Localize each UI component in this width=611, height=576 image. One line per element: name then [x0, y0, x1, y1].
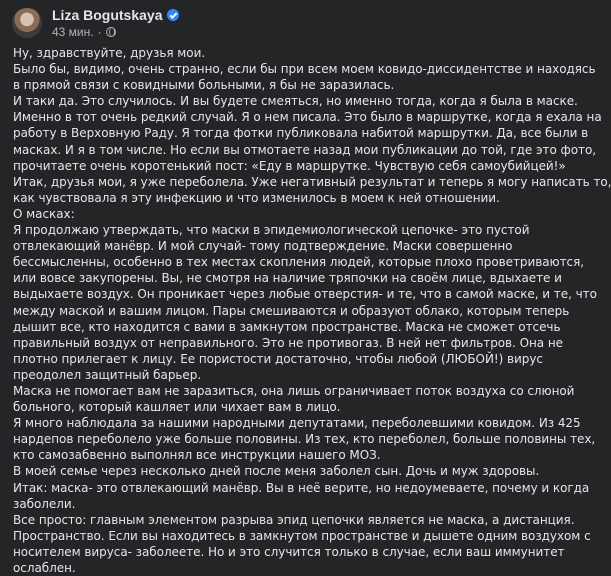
post-timestamp[interactable]: 43 мин.: [52, 24, 94, 39]
post-text-line: Именно в тот очень редкий случай. Я о нем писала. Это было в маршрутке, когда я ехала на: [13, 110, 602, 125]
post-text-line: ослаблен.: [13, 561, 76, 575]
post-meta: [52, 7, 179, 39]
post-text-line: Я продолжаю утверждать, что маски в эпидемиологической цепочке- это пустой: [13, 223, 530, 238]
post-text-line: в прямой связи с ковидными больными, я бы не заразилась.: [13, 78, 395, 93]
post-text-line: В моей семье через несколько дней после меня заболел сын. Дочь и муж здоровы.: [13, 464, 540, 479]
post-text-line: И таки да. Это случилось. И вы будете смеяться, но именно тогда, когда я была в маске.: [13, 94, 578, 109]
post-text-line: Ну, здравствуйте, друзья мои.: [13, 46, 206, 60]
post-text-line: Я много наблюдала за нашими народными депутатами, переболевшими ковидом. Из 425: [13, 416, 581, 431]
verified-badge-icon: [167, 9, 179, 21]
post-text-line: прочитаете очень коротенький пост: «Еду в маршрутке. Чувствую себя самоубийцей!»: [13, 158, 566, 173]
post-text-line: Пространство. Если вы находитесь в замкнутом пространстве и дышете одним воздухом с: [13, 528, 591, 543]
post-text-line: Итак, друзья мои, я уже переболела. Уже негативный результат и теперь я могу написать то,: [13, 174, 611, 189]
post-text-line: Было бы, видимо, очень странно, если бы при всем моем ковидо-диссидентстве и находясь: [13, 62, 596, 77]
post-text-line: или вовсе закупорены. Вы, не смотря на наличие тряпочки на своём лице, вдыхаете и: [13, 271, 562, 286]
globe-icon[interactable]: [106, 27, 116, 37]
post-header: [12, 6, 179, 40]
post-subheader: [52, 25, 179, 39]
post-text-line: носителем вируса- заболеете. Но и это случится только в случае, если ваш иммунитет: [13, 544, 565, 559]
post-text-line: дышит все, кто находится с вами в замкнутом пространстве. Маска не сможет отсечь: [13, 319, 561, 334]
post-text-line: кто самозабвенно выполнял все инструкции нашего МОЗ.: [13, 448, 381, 463]
post-text-line: масках. И я в том числе. Но если вы отмотаете назад мои публикации до той, где это фото,: [13, 142, 597, 157]
post-text-line: О масках:: [13, 206, 75, 221]
post-text-line: больного, который кашляет или чихает вам в лицо.: [13, 400, 341, 415]
separator-dot: ·: [97, 24, 102, 39]
post-text-line: выдыхаете воздух. Он проникает через любые отверстия- и те, что в самой маске, и те, что: [13, 287, 597, 302]
post-text-line: между маской и вашим лицом. Пары смешиваются и образуют облако, которым теперь: [13, 303, 570, 318]
post-text-line: Маска не помогает вам не заразиться, она лишь ограничивает поток воздуха со слюной: [13, 383, 575, 398]
post-text-line: работу в Верховную Раду. Я тогда фотки публиковала набитой маршрутки. Да, все были в: [13, 126, 589, 141]
post-text-line: плотно прилегает к лицу. Ее пористости достаточно, чтобы любой (ЛЮБОЙ!) вирус: [13, 351, 543, 366]
post-text-line: Все просто: главным элементом разрыва эпид цепочки является не маска, а дистанция.: [13, 512, 575, 527]
post-text-line: отвлекающий манёвр. И мой случай- тому подтверждение. Маски совершенно: [13, 239, 513, 254]
avatar[interactable]: [12, 8, 42, 38]
post-text-line: Итак: маска- это отвлекающий манёвр. Вы в неё верите, но недоумеваете, почему и когда: [13, 480, 590, 495]
post-body: [13, 45, 611, 576]
post-text-line: бессмысленны, особенно в тех местах скопления людей, которые плохо проветриваются,: [13, 255, 585, 270]
post-text-line: преодолел защитный барьер.: [13, 367, 202, 382]
post-text-line: как чувствовала я эту инфекцию и что изменилось в моем к ней отношении.: [13, 190, 500, 205]
post-text-line: нардепов переболело уже больше половины. Из тех, кто переболел, больше половины тех,: [13, 432, 596, 447]
post-text-line: заболели.: [13, 496, 76, 511]
post-text-line: правильный воздух от неправильного. Это не противогаз. В ней нет фильтров. Она не: [13, 335, 563, 350]
author-row: [52, 7, 179, 24]
author-name[interactable]: Liza Bogutskaya: [52, 6, 163, 23]
